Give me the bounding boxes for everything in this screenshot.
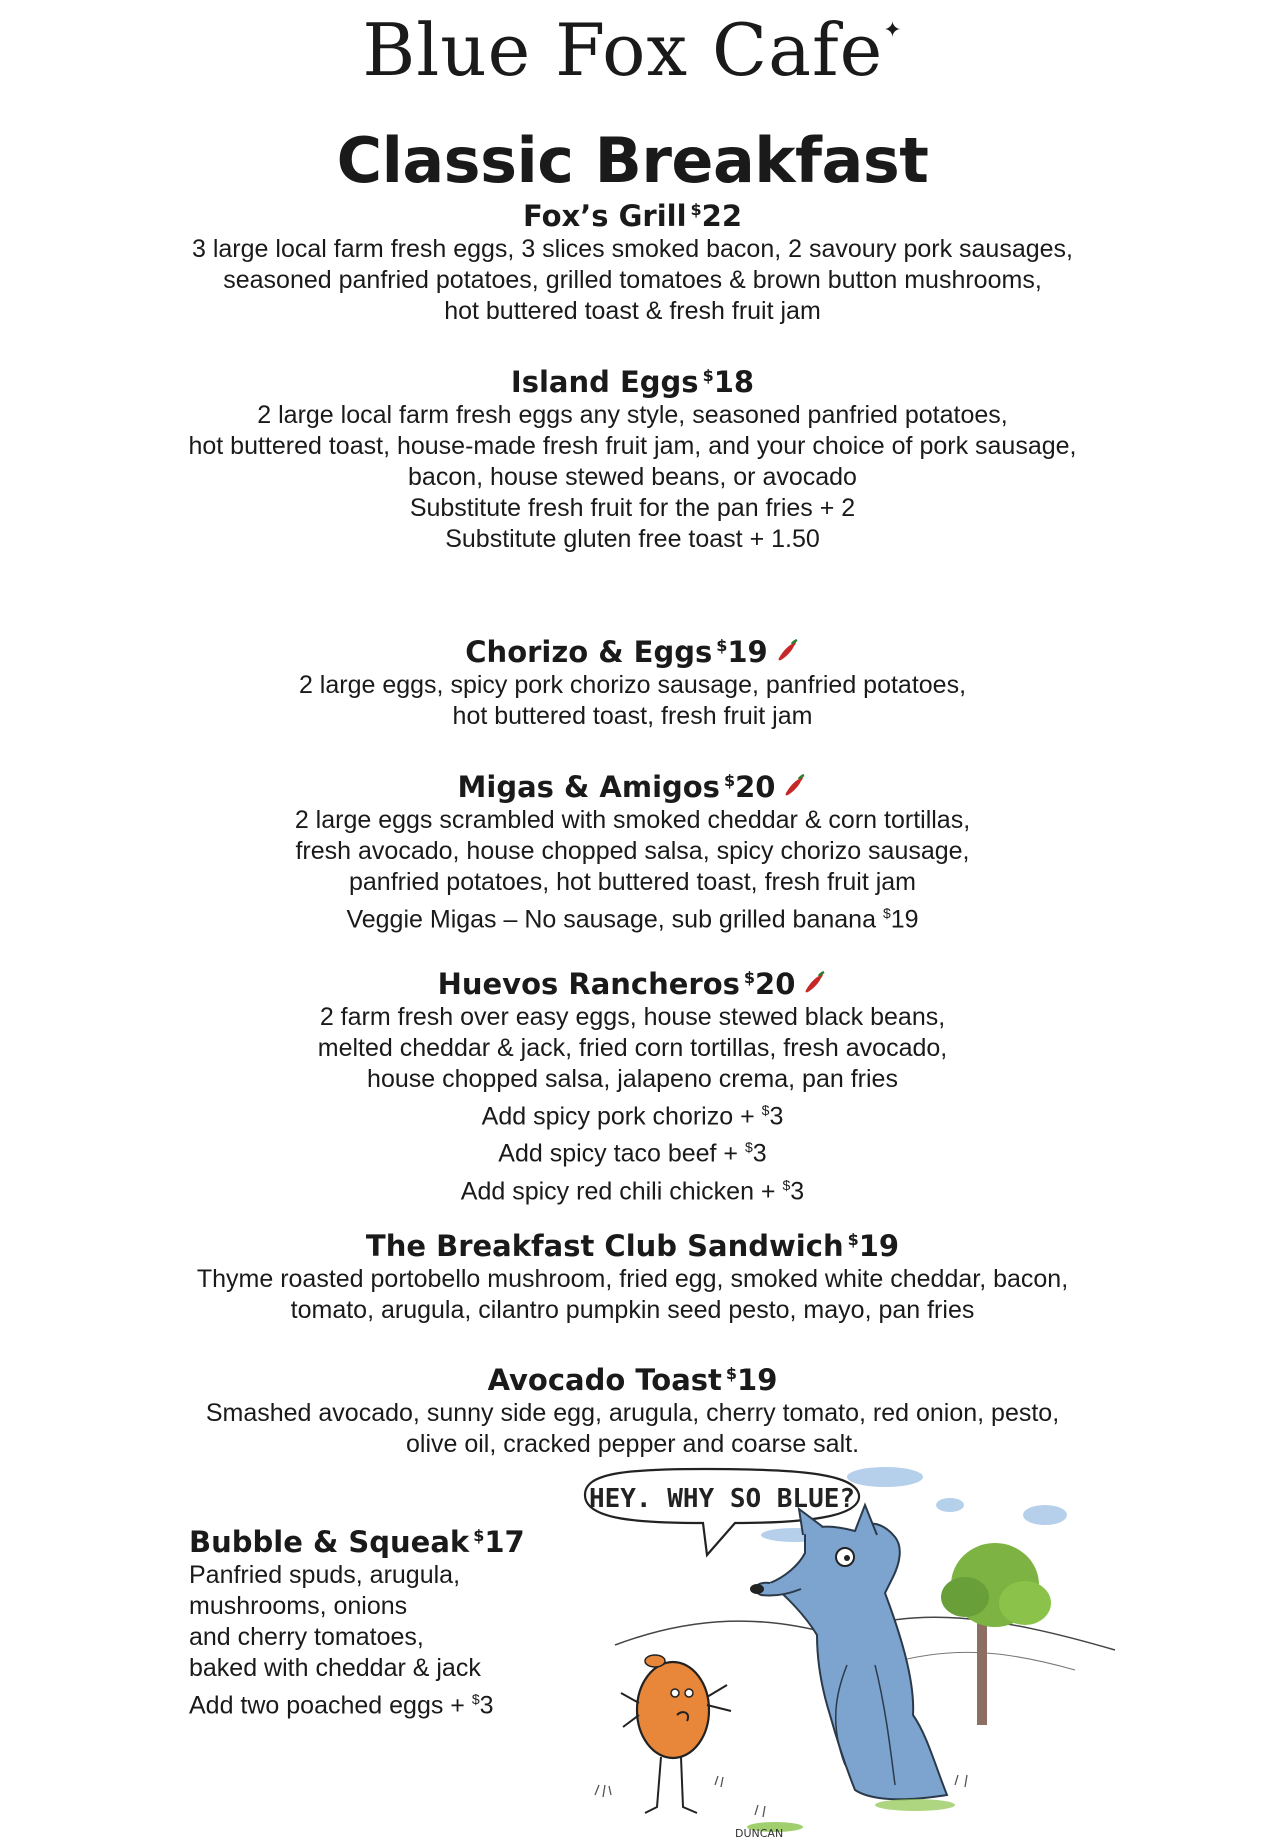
item-price: 20 bbox=[735, 770, 776, 804]
item-price: 19 bbox=[727, 635, 768, 669]
menu-item-chorizo-eggs bbox=[0, 628, 1265, 732]
item-addon: Add two poached eggs + $3 bbox=[189, 1691, 494, 1720]
item-desc: 3 large local farm fresh eggs, 3 slices smoked bacon, 2 savoury pork sausages, bbox=[192, 235, 1073, 263]
item-name: Fox’s Grill $22 bbox=[522, 199, 743, 233]
speech-text: HEY. WHY SO BLUE? bbox=[588, 1484, 856, 1514]
item-desc: hot buttered toast, fresh fruit jam bbox=[452, 702, 813, 730]
chili-pepper-icon bbox=[781, 773, 807, 799]
item-name: Island Eggs $18 bbox=[510, 365, 755, 399]
item-addon: Add spicy red chili chicken + $3 bbox=[460, 1176, 805, 1205]
menu-item-huevos-rancheros bbox=[0, 960, 1265, 1207]
item-price: 19 bbox=[737, 1363, 778, 1397]
item-desc: tomato, arugula, cilantro pumpkin seed pesto, mayo, pan fries bbox=[290, 1296, 975, 1324]
item-price: 19 bbox=[858, 1229, 900, 1263]
menu-item-island-eggs bbox=[0, 358, 1265, 555]
chili-pepper-icon bbox=[801, 970, 827, 996]
item-desc: Substitute fresh fruit for the pan fries + 2 bbox=[409, 494, 856, 522]
item-name: Migas & Amigos $20 bbox=[0, 763, 1265, 805]
item-desc: fresh avocado, house chopped salsa, spicy chorizo sausage, bbox=[295, 837, 970, 865]
artist-signature: DUNCAN bbox=[735, 1827, 784, 1840]
item-price: 18 bbox=[713, 365, 755, 399]
item-desc: 2 large eggs, spicy pork chorizo sausage, panfried potatoes, bbox=[298, 671, 967, 699]
menu-item-bubble-squeak bbox=[189, 1518, 525, 1721]
item-desc: Smashed avocado, sunny side egg, arugula, cherry tomato, red onion, pesto, bbox=[205, 1399, 1060, 1427]
menu-item-breakfast-club-sandwich bbox=[0, 1222, 1265, 1326]
item-name: The Breakfast Club Sandwich $19 bbox=[365, 1229, 900, 1263]
item-price: 17 bbox=[484, 1525, 525, 1559]
item-desc: house chopped salsa, jalapeno crema, pan fries bbox=[367, 1065, 898, 1093]
item-desc: seasoned panfried potatoes, grilled tomatoes & brown button mushrooms, bbox=[223, 266, 1042, 294]
menu-item-migas-amigos bbox=[0, 763, 1265, 935]
item-addon: Add spicy taco beef + $3 bbox=[498, 1139, 767, 1168]
item-desc: and cherry tomatoes, bbox=[189, 1623, 424, 1651]
item-desc: panfried potatoes, hot buttered toast, fresh fruit jam bbox=[349, 868, 916, 896]
chili-pepper-icon bbox=[774, 638, 800, 664]
item-desc: Thyme roasted portobello mushroom, fried egg, smoked white cheddar, bacon, bbox=[196, 1265, 1069, 1293]
item-addon: Add spicy pork chorizo + $3 bbox=[481, 1102, 784, 1131]
item-desc: melted cheddar & jack, fried corn tortillas, fresh avocado, bbox=[317, 1034, 948, 1062]
item-desc: mushrooms, onions bbox=[189, 1592, 408, 1620]
item-name: Bubble & Squeak $17 bbox=[189, 1525, 525, 1559]
item-desc: hot buttered toast & fresh fruit jam bbox=[444, 297, 821, 325]
page-title: Classic Breakfast bbox=[336, 124, 929, 197]
item-name: Chorizo & Eggs $19 bbox=[0, 628, 1265, 670]
item-desc: bacon, house stewed beans, or avocado bbox=[408, 463, 857, 491]
tree bbox=[941, 1543, 1051, 1725]
item-desc: Veggie Migas – No sausage, sub grilled banana $19 bbox=[346, 905, 919, 934]
item-price: 20 bbox=[755, 967, 796, 1001]
item-price: 22 bbox=[701, 199, 743, 233]
fox-egg-cartoon bbox=[555, 1465, 1175, 1840]
item-desc: hot buttered toast, house-made fresh fruit jam, and your choice of pork sausage, bbox=[188, 432, 1077, 460]
item-desc: Substitute gluten free toast + 1.50 bbox=[445, 525, 820, 553]
item-desc: 2 large eggs scrambled with smoked cheddar & corn tortillas, bbox=[294, 806, 971, 834]
item-name: Huevos Rancheros $20 bbox=[0, 960, 1265, 1002]
logo-text: Blue Fox Cafe bbox=[362, 8, 884, 92]
item-desc: olive oil, cracked pepper and coarse salt. bbox=[405, 1430, 860, 1458]
item-desc: Panfried spuds, arugula, bbox=[189, 1561, 461, 1589]
menu-item-avocado-toast bbox=[0, 1356, 1265, 1460]
menu-item-foxs-grill bbox=[0, 192, 1265, 327]
item-desc: 2 farm fresh over easy eggs, house stewed black beans, bbox=[319, 1003, 946, 1031]
item-desc: baked with cheddar & jack bbox=[189, 1654, 481, 1682]
item-name: Avocado Toast $19 bbox=[487, 1363, 778, 1397]
cafe-logo bbox=[0, 8, 1265, 92]
logo-star-icon: ✦ bbox=[883, 18, 903, 43]
item-desc: 2 large local farm fresh eggs any style, seasoned panfried potatoes, bbox=[257, 401, 1008, 429]
orange-egg-character bbox=[621, 1655, 731, 1813]
blue-fox-character bbox=[750, 1505, 947, 1799]
